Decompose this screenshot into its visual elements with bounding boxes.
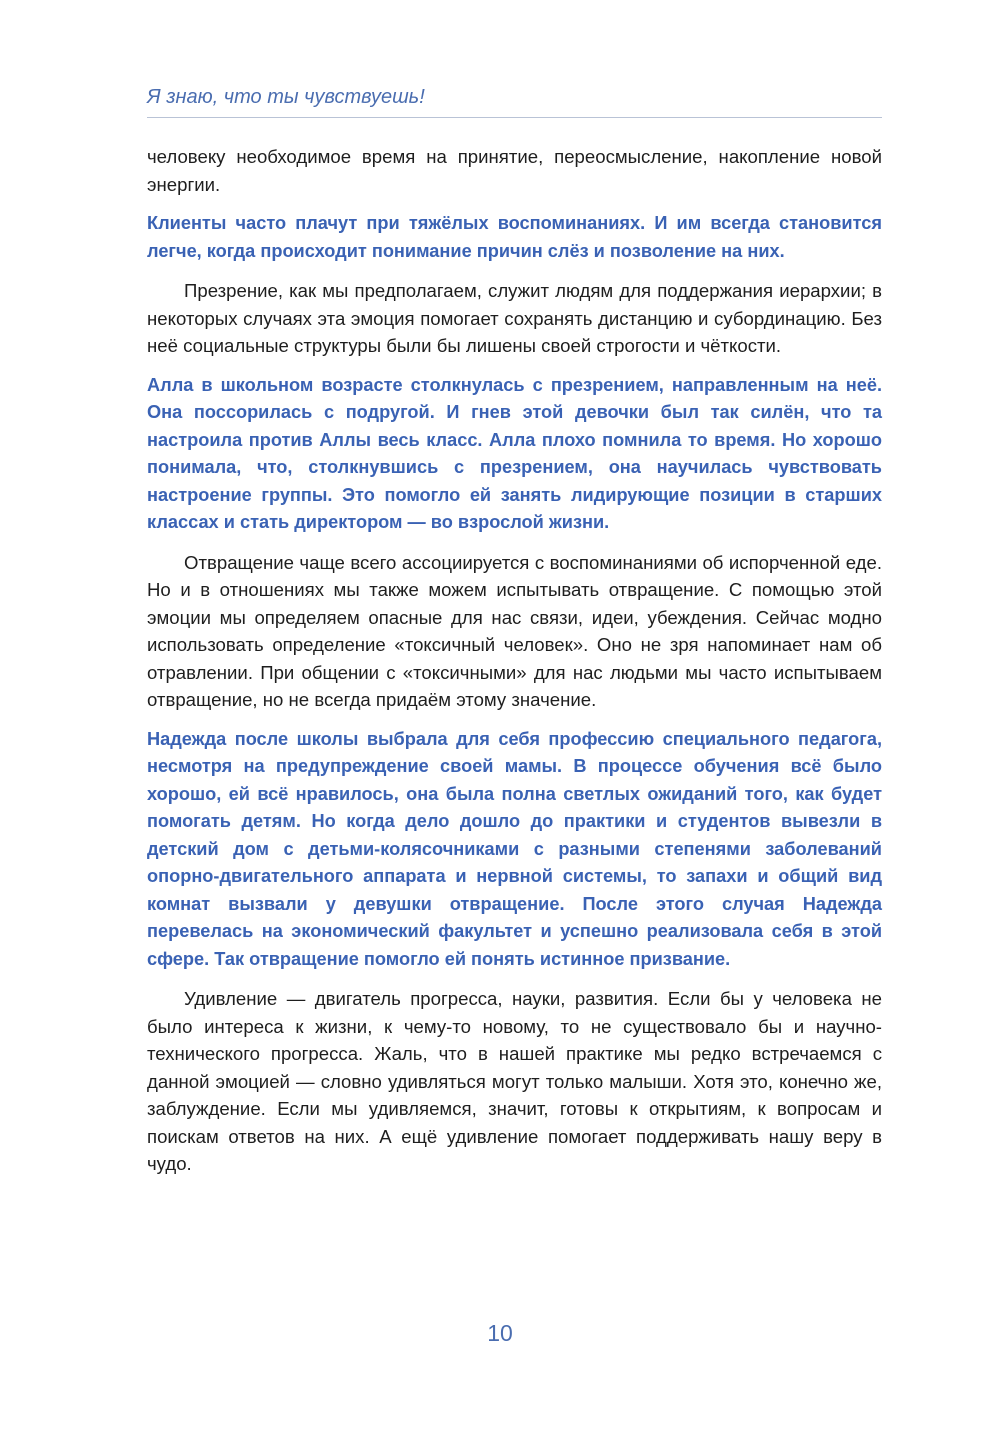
paragraph-contempt: Презрение, как мы предполагаем, служит людям для поддержания иерархии; в некоторых случаях эта эмоция помогает сохранять дистанцию и субординацию. Без неё социальные структуры были бы лишены своей строгости и чёткости. (147, 280, 882, 356)
highlight-paragraph-tears: Клиенты часто плачут при тяжёлых воспоминаниях. И им всегда становится легче, когда происходит понимание причин слёз и позволение на них. (147, 213, 882, 261)
paragraph-continuation: человеку необходимое время на принятие, переосмысление, накопление новой энергии. (147, 146, 882, 195)
page-number: 10 (487, 1320, 513, 1346)
body-text (147, 143, 882, 1190)
running-header: Я знаю, что ты чувствуешь! (147, 86, 882, 118)
paragraph-surprise: Удивление — двигатель прогресса, науки, развития. Если бы у человека не было интереса к жизни, к чему-то новому, то не существовало бы и научно-технического прогресса. Жаль, что в нашей практике мы редко встречаемся с данной эмоцией — словно удивляться могут только малыши. Хотя это, конечно же, заблуждение. Если мы удивляемся, значит, готовы к открытиям, к вопросам и поискам ответов на них. А ещё удивление помогает поддерживать нашу веру в чудо. (147, 988, 882, 1174)
highlight-paragraph-nadezhda: Надежда после школы выбрала для себя профессию специального педагога, несмотря на предупреждение своей мамы. В процессе обучения всё было хорошо, ей всё нравилось, она была полна светлых ожиданий того, как будет помогать детям. Но когда дело дошло до практики и студентов вывезли в детский дом с детьми-колясочниками с разными степенями заболеваний опорно-двигательного аппарата и нервной системы, то запахи и общий вид комнат вызвали у девушки отвращение. После этого случая Надежда перевелась на экономический факультет и успешно реализовала себя в этой сфере. Так отвращение помогло ей понять истинное призвание. (147, 728, 882, 969)
paragraph-disgust: Отвращение чаще всего ассоциируется с воспоминаниями об испорченной еде. Но и в отношениях мы также можем испытывать отвращение. С помощью этой эмоции мы определяем опасные для нас связи, идеи, убеждения. Сейчас модно использовать определение «токсичный человек». Оно не зря напоминает нам об отравлении. При общении с «токсичными» для нас людьми мы часто испытываем отвращение, но не всегда придаём этому значение. (147, 551, 882, 710)
highlight-paragraph-alla: Алла в школьном возрасте столкнулась с презрением, направленным на неё. Она поссорилась с подругой. И гнев этой девочки был так силён, что та настроила против Аллы весь класс. Алла плохо помнила то время. Но хорошо понимала, что, столкнувшись с презрением, она научилась чувствовать настроение группы. Это помогло ей занять лидирующие позиции в старших классах и стать директором — во взрослой жизни. (147, 374, 882, 532)
